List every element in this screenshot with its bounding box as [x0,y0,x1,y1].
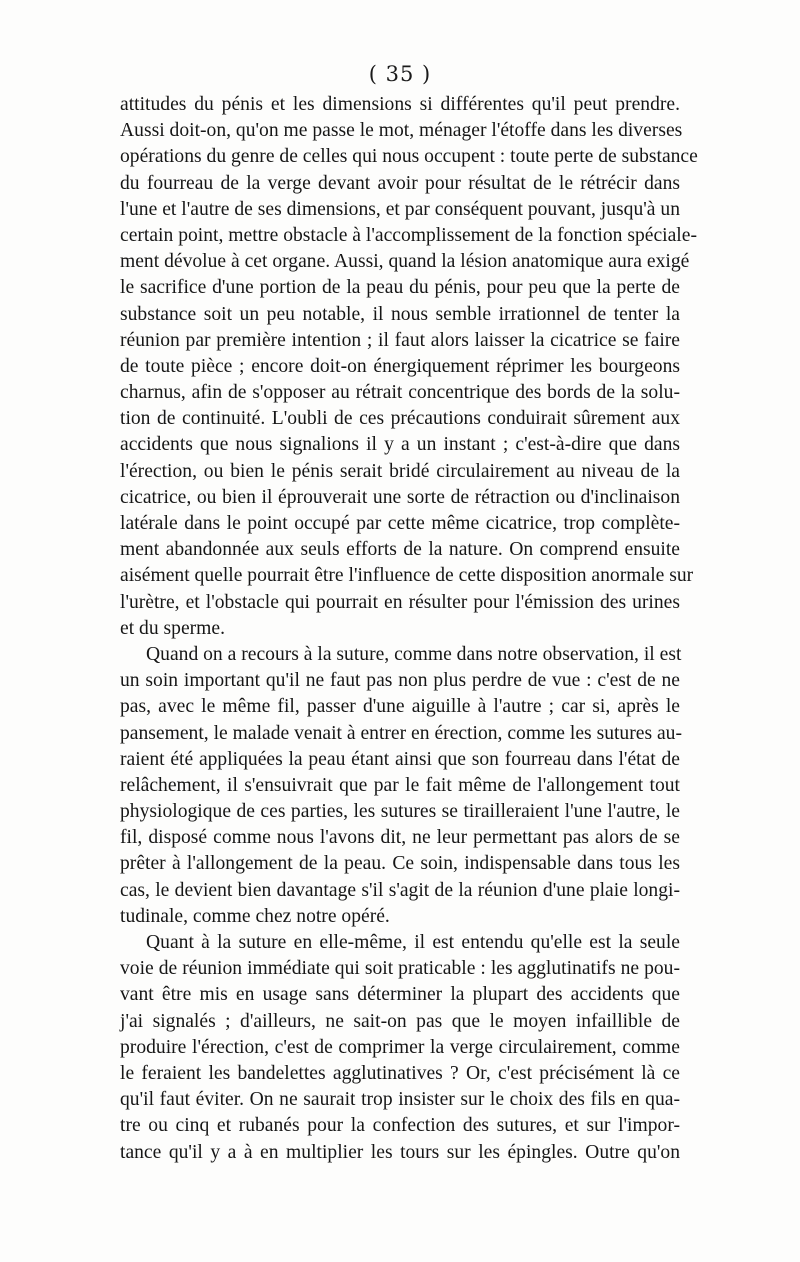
text-line: raient été appliquées la peau étant ainsi que son fourreau dans l'état de [120,748,680,770]
text-line: l'érection, ou bien le pénis serait bridé circulairement au niveau de la [120,460,680,482]
text-line: charnus, afin de s'opposer au rétrait concentrique des bords de la solu- [120,382,680,404]
text-line: l'une et l'autre de ses dimensions, et par conséquent pouvant, jusqu'à un [120,198,680,220]
text-line: substance soit un peu notable, il nous semble irrationnel de tenter la [120,303,680,325]
text-line: Aussi doit-on, qu'on me passe le mot, ménager l'étoffe dans les diverses [120,120,683,142]
text-line: produire l'érection, c'est de comprimer la verge circulairement, comme [120,1036,680,1058]
text-line: fil, disposé comme nous l'avons dit, ne leur permettant pas alors de se [120,827,680,849]
text-line: Quand on a recours à la suture, comme dans notre observation, il est [146,643,682,665]
text-line: vant être mis en usage sans déterminer la plupart des accidents que [120,984,680,1006]
text-line: relâchement, il s'ensuivrait que par le fait même de l'allongement tout [120,774,680,796]
text-line: cas, le devient bien davantage s'il s'agit de la réunion d'une plaie longi- [120,879,680,901]
text-line: de toute pièce ; encore doit-on énergiquement réprimer les bourgeons [120,355,680,377]
text-line: ment dévolue à cet organe. Aussi, quand la lésion anatomique aura exigé [120,251,690,273]
text-line: accidents que nous signalions il y a un instant ; c'est-à-dire que dans [120,434,680,456]
page-number: ( 35 ) [368,62,432,86]
text-line: et du sperme. [120,617,226,639]
text-line: le sacrifice d'une portion de la peau du pénis, pour peu que la perte de [120,277,680,299]
text-line: réunion par première intention ; il faut alors laisser la cicatrice se faire [120,329,680,351]
text-line: tion de continuité. L'oubli de ces précautions conduirait sûrement aux [120,408,680,430]
text-line: pas, avec le même fil, passer d'une aiguille à l'autre ; car si, après le [120,696,680,718]
text-line: j'ai signalés ; d'ailleurs, ne sait-on pas que le moyen infaillible de [120,1010,680,1032]
text-line: voie de réunion immédiate qui soit praticable : les agglutinatifs ne pou- [120,958,680,980]
body-text [120,92,698,1166]
text-line: l'urètre, et l'obstacle qui pourrait en résulter pour l'émission des urines [120,591,680,613]
text-line: aisément quelle pourrait être l'influence de cette disposition anormale sur [120,565,694,587]
text-line: opérations du genre de celles qui nous occupent : toute perte de substance [120,146,698,168]
text-line: latérale dans le point occupé par cette même cicatrice, trop complète- [120,513,680,534]
text-line: prêter à l'allongement de la peau. Ce soin, indispensable dans tous les [120,853,680,875]
text-line: Quant à la suture en elle-même, il est entendu qu'elle est la seule [146,932,680,953]
text-line: pansement, le malade venait à entrer en érection, comme les sutures au- [120,722,682,744]
text-line: du fourreau de la verge devant avoir pour résultat de le rétrécir dans [120,172,680,194]
text-line: certain point, mettre obstacle à l'accomplissement de la fonction spéciale- [120,224,697,246]
text-line: cicatrice, ou bien il éprouverait une sorte de rétraction ou d'inclinaison [120,486,680,508]
text-line: attitudes du pénis et les dimensions si différentes qu'il peut prendre. [120,94,680,115]
text-line: le feraient les bandelettes agglutinatives ? Or, c'est précisément là ce [120,1062,680,1084]
text-line: physiologique de ces parties, les sutures se tirailleraient l'une l'autre, le [120,801,680,823]
text-line: qu'il faut éviter. On ne saurait trop insister sur le choix des fils en qua- [120,1089,680,1111]
text-line: tance qu'il y a à en multiplier les tours sur les épingles. Outre qu'on [120,1141,680,1163]
text-line: ment abandonnée aux seuls efforts de la nature. On comprend ensuite [120,539,680,561]
text-line: tudinale, comme chez notre opéré. [120,905,390,927]
text-line: tre ou cinq et rubanés pour la confection des sutures, et sur l'impor- [120,1115,680,1137]
text-line: un soin important qu'il ne faut pas non plus perdre de vue : c'est de ne [120,670,680,692]
